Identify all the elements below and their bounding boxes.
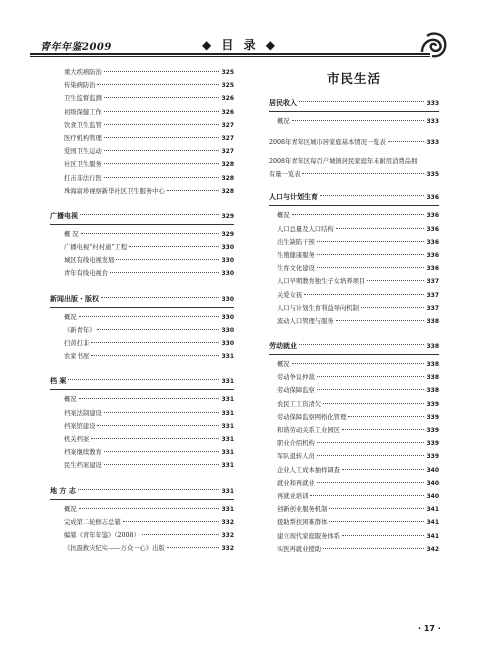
toc-entry[interactable] [269,466,439,479]
dot-leader [342,429,425,430]
dot-leader [104,137,220,138]
toc-entry[interactable] [64,108,234,121]
toc-entry-page: 336 [426,225,439,233]
dot-leader [104,412,220,413]
toc-entry-page: 341 [426,506,439,514]
toc-entry-page: 339 [426,413,439,421]
toc-entry-page: 339 [426,440,439,448]
toc-entry-page: 330 [221,326,234,334]
toc-entry-page: 331 [221,505,234,513]
toc-entry[interactable] [269,225,439,238]
toc-entry-page: 342 [426,545,439,553]
section-gap [64,475,234,484]
dot-leader [292,363,425,364]
toc-entry-page: 337 [426,278,439,286]
toc-entry-title: 《新青年》 [64,326,96,334]
toc-entry[interactable] [64,395,234,408]
toc-entry-title: 出生缺陷干预 [277,238,315,246]
toc-entry[interactable] [64,518,234,531]
toc-entry-page: 331 [221,409,234,417]
section-heading[interactable] [50,292,234,306]
toc-entry-title: 人口与计划生育利益导向机制 [277,304,359,312]
section-rule [50,307,234,308]
dot-leader [317,241,425,242]
toc-entry[interactable] [64,505,234,518]
toc-entry-title: 概况 [64,505,77,513]
toc-entry-title-line2: 有量一览表 [269,171,301,179]
toc-entry-title: 创新创业服务机制 [277,506,328,514]
toc-entry-title: 卫生监督监测 [64,95,102,103]
toc-entry-title: 建立现代家庭服务体系 [277,532,340,540]
toc-entry-title: 人口总量及人口结构 [277,225,334,233]
toc-entry-title: 民生档案建设 [64,462,102,470]
toc-entry-page: 338 [426,361,439,369]
section-gap [269,181,439,190]
toc-entry-page: 338 [426,387,439,395]
toc-entry[interactable] [269,138,439,151]
toc-entry-page: 333 [426,118,439,125]
section-title: 居民收入 [269,99,297,107]
section-rule [50,224,234,225]
dot-leader [79,508,220,509]
section-title: 广播电视 [50,211,78,220]
toc-entry-page: 325 [221,69,234,76]
toc-entry-page: 327 [221,121,234,129]
toc-entry-title: 编纂《青年年鉴》（2008） [64,531,140,539]
toc-entry[interactable] [64,326,234,339]
toc-entry-page: 337 [426,304,439,312]
toc-entry[interactable] [269,277,439,290]
dot-leader [299,344,424,345]
section-gap [64,365,234,374]
toc-entry-title: 生育文化建设 [277,265,315,273]
toc-entry-page: 341 [426,532,439,540]
toc-entry[interactable] [64,409,234,422]
toc-entry[interactable] [64,147,234,160]
toc-entry[interactable] [269,291,439,304]
toc-entry[interactable] [64,81,234,94]
section-gap [269,330,439,339]
toc-entry-page: 336 [426,212,439,220]
toc-entry-title: 劳动保障监察 [277,387,315,395]
toc-entry[interactable] [64,160,234,173]
dot-leader [292,214,425,215]
toc-entry-page: 330 [221,244,234,252]
toc-entry-title: 重大疾病防治 [64,69,102,76]
toc-entry-page: 337 [426,291,439,299]
dot-leader [167,547,220,548]
toc-entry-title: 饮食卫生监管 [64,121,102,129]
toc-entry-title: 企业人工成本抽样调查 [277,466,340,474]
toc-entry-page: 327 [221,134,234,142]
section-heading[interactable] [50,209,234,223]
toc-entry-title-line1: 2008年青年区每百户城镇居民家庭年末耐用消费品拥 [269,158,418,166]
dot-leader [78,489,220,490]
toc-entry[interactable] [269,317,439,330]
section-title: 地 方 志 [50,486,76,495]
toc-entry[interactable] [269,238,439,251]
toc-entry-title: 扫黄打非 [64,340,90,347]
toc-entry-page: 341 [426,519,439,527]
toc-entry-title: 传染病防治 [64,82,96,90]
toc-entry-page: 330 [221,270,234,278]
dot-leader [302,173,424,174]
toc-entry-page: 331 [221,449,234,457]
toc-entry-title: 完成第二轮修志总纂 [64,518,121,526]
toc-entry-page: 338 [426,374,439,382]
section-page: 336 [426,194,439,202]
toc-entry[interactable] [64,339,234,352]
toc-entry[interactable] [269,117,439,130]
section-page: 333 [426,100,439,107]
toc-entry[interactable] [269,373,439,386]
toc-entry[interactable] [269,413,439,426]
toc-entry-page: 330 [221,340,234,347]
toc-entry[interactable] [269,532,439,545]
toc-entry-page: 331 [221,396,234,404]
dot-leader [129,246,219,247]
dot-leader [317,376,425,377]
dot-leader [317,389,425,390]
dot-leader [317,455,425,456]
toc-entry-page: 339 [426,453,439,461]
contents-heading: ◆ 目 录 ◆ [202,38,278,52]
dot-leader [110,272,219,273]
section-title: 劳动就业 [269,342,297,351]
dot-leader [336,320,425,321]
toc-entry-title: 和谐劳动关系工业园区 [277,427,340,434]
dot-leader [388,141,425,142]
dot-leader [317,482,425,483]
section-page: 331 [221,487,234,495]
dot-leader [292,120,425,121]
dot-leader [104,464,220,465]
dot-leader [142,534,220,535]
dot-leader [299,101,424,102]
page-number: · 17 · [418,624,441,633]
toc-entry-title: 打击非法行医 [64,174,102,182]
toc-entry[interactable] [269,386,439,399]
section-page: 330 [221,295,234,303]
toc-entry[interactable] [64,544,234,557]
toc-entry-title: 2008年青年区城市居家庭基本情况一览表 [269,139,386,147]
toc-entry[interactable] [64,121,234,134]
toc-entry-title: 档案法制建设 [64,409,102,417]
toc-entry-title: 农民工工资清欠 [277,400,322,408]
section-heading[interactable] [269,339,439,353]
toc-entry[interactable] [64,256,234,269]
toc-entry-page: 328 [221,174,234,182]
toc-entry-page: 335 [426,171,439,179]
toc-entry[interactable] [269,545,439,558]
dot-leader [104,111,220,112]
toc-entry-title: 关爱女孩 [277,291,303,299]
toc-entry[interactable] [269,426,439,439]
toc-entry-title: 青年有线电视台 [64,270,109,278]
dot-leader [167,190,220,191]
toc-entry-page: 336 [426,238,439,246]
toc-entry[interactable] [64,94,234,107]
toc-entry-page: 327 [221,148,234,156]
dot-leader [317,442,425,443]
dot-leader [104,163,220,164]
toc-entry-title: 广播电视“村村通”工程 [64,244,128,252]
dot-leader [91,342,219,343]
dot-leader [104,150,220,151]
dot-leader [97,84,219,85]
toc-entry-title: 珠海富珍视察新华社区卫生服务中心 [64,187,165,195]
section-page: 338 [426,343,439,351]
toc-entry-page: 332 [221,545,234,553]
running-header [30,38,454,52]
toc-entry[interactable] [269,251,439,264]
toc-entry-title: 劳动争议仲裁 [277,374,315,382]
part-title: 市民生活 [326,71,381,86]
toc-entry-title: 人口早期教育独生子女培养项目 [277,278,366,286]
toc-entry-page: 340 [426,492,439,500]
toc-entry-title: 就业和再就业 [277,479,315,487]
toc-entry[interactable] [269,304,439,317]
toc-entry[interactable] [64,531,234,544]
header-rule-thin [30,56,430,57]
toc-entry-page: 328 [221,161,234,169]
toc-entry-page: 331 [221,435,234,443]
dot-leader [81,233,220,234]
toc-entry-title: 城区有线电视发展 [64,257,115,265]
toc-entry-title: 生殖健康服务 [277,251,315,259]
right-column [269,68,439,558]
toc-entry-title: 流动人口管理与服务 [277,317,334,325]
toc-entry-title: 爱国卫生运动 [64,148,102,156]
toc-entry-page: 331 [221,462,234,470]
section-rule [269,354,439,355]
section-page: 331 [221,378,234,386]
section-title: 档 案 [50,377,67,386]
dot-leader [123,521,220,522]
section-gap [64,200,234,209]
toc-entry[interactable] [269,400,439,413]
toc-entry-title: 概况 [64,396,77,404]
section-gap [64,283,234,292]
toc-entry-title: 概 况 [64,230,79,238]
yearbook-title: 青年年鉴2009 [40,42,112,53]
toc-entry[interactable] [269,439,439,452]
toc-entry-title: 概况 [277,361,290,369]
toc-entry[interactable] [64,243,234,256]
toc-entry-line2 [269,168,439,181]
toc-entry[interactable] [64,461,234,474]
toc-entry[interactable] [269,518,439,531]
dot-leader [348,416,424,417]
dot-leader [342,535,425,536]
toc-entry[interactable] [269,211,439,224]
toc-entry[interactable] [64,313,234,326]
toc-entry[interactable] [269,264,439,277]
toc-entry[interactable] [64,230,234,243]
toc-entry-page: 339 [426,400,439,408]
toc-entry-page: 326 [221,95,234,103]
toc-entry-page: 333 [426,139,439,147]
section-rule [50,499,234,500]
section-heading[interactable] [269,190,439,204]
dot-leader [361,307,425,308]
toc-entry[interactable] [269,492,439,505]
toc-entry-title: 《抗震救灾纪实——万众一心》出版 [64,545,165,553]
toc-entry-page: 340 [426,466,439,474]
toc-entry-title: 概况 [277,212,290,220]
toc-entry-page: 330 [221,313,234,321]
toc-entry-title: 再就业培训 [277,492,309,500]
toc-entry-title: 档案继续教育 [64,449,102,457]
header-rule [30,53,430,55]
dot-leader [80,214,219,215]
dot-leader [323,403,424,404]
dot-leader [317,254,425,255]
dot-leader [310,495,424,496]
toc-entry[interactable] [64,435,234,448]
toc-entry-title: 农家书屋 [64,353,90,361]
section-title: 人口与计划生育 [269,193,318,202]
toc-entry-title: 援助帮扶困难群体 [277,519,328,527]
toc-entry-title: 档案馆建设 [64,422,96,430]
toc-entry-title: 概况 [64,313,77,321]
dot-leader [342,469,425,470]
toc-entry-title: 概况 [277,118,290,125]
toc-entry-page: 332 [221,518,234,526]
dot-leader [329,508,424,509]
dot-leader [79,398,220,399]
toc-entry-page: 332 [221,531,234,539]
section-rule [269,111,439,112]
toc-entry[interactable] [269,505,439,518]
toc-entry-title: 军队退转人员 [277,453,315,461]
toc-entry-page: 331 [221,422,234,430]
toc-entry[interactable] [64,174,234,187]
toc-entry[interactable] [64,422,234,435]
toc-entry[interactable] [269,360,439,373]
section-page: 329 [221,212,234,220]
section-rule [50,389,234,390]
toc-entry-page: 336 [426,251,439,259]
toc-entry[interactable] [64,352,234,365]
section-heading[interactable] [50,484,234,498]
dot-leader [104,451,220,452]
dot-leader [91,355,219,356]
toc-entry-title: 社区卫生服务 [64,161,102,169]
section-heading[interactable] [269,96,439,110]
toc-entry-title: 医疗机构管理 [64,134,102,142]
toc-entry[interactable] [64,187,234,200]
toc-entry-title: 机关档案 [64,435,90,443]
section-heading[interactable] [50,374,234,388]
toc-entry-page: 326 [221,108,234,116]
dot-leader [104,177,220,178]
dot-leader [317,267,425,268]
section-title: 新闻出版・版权 [50,294,99,303]
dot-leader [97,425,219,426]
toc-entry-page: 329 [221,230,234,238]
section-rule [269,205,439,206]
dot-leader [68,379,219,380]
toc-entry-page: 330 [221,257,234,265]
toc-entry-page: 336 [426,265,439,273]
toc-entry[interactable] [64,448,234,461]
dot-leader [367,280,424,281]
dot-leader [104,124,220,125]
dot-leader [320,195,424,196]
dot-leader [104,97,220,98]
toc-entry-page: 340 [426,479,439,487]
dot-leader [304,294,424,295]
toc-entry-page: 339 [426,427,439,434]
toc-entry[interactable] [64,269,234,282]
toc-entry-title: 实医再就业援助 [277,545,322,553]
toc-entry-page: 328 [221,187,234,195]
toc-entry-title: 职业介绍机构 [277,440,315,448]
toc-entry-title: 劳动保障监察网格化管理 [277,413,347,421]
dot-leader [104,71,220,72]
dot-leader [91,438,219,439]
toc-entry-page: 331 [221,353,234,361]
left-column [50,68,234,557]
toc-entry[interactable] [64,134,234,147]
toc-entry-page: 338 [426,317,439,325]
dot-leader [79,316,220,317]
dot-leader [336,228,425,229]
dot-leader [101,297,219,298]
toc-entry-page: 325 [221,82,234,90]
toc-entry[interactable] [64,68,234,81]
toc-entry[interactable] [269,479,439,492]
swirl-ornament-icon [418,30,450,60]
dot-leader [116,259,219,260]
dot-leader [329,521,424,522]
toc-entry-multiline[interactable] [269,155,439,181]
toc-entry[interactable] [269,452,439,465]
dot-leader [97,329,219,330]
dot-leader [323,548,424,549]
toc-entry-title: 初级保健工作 [64,108,102,116]
